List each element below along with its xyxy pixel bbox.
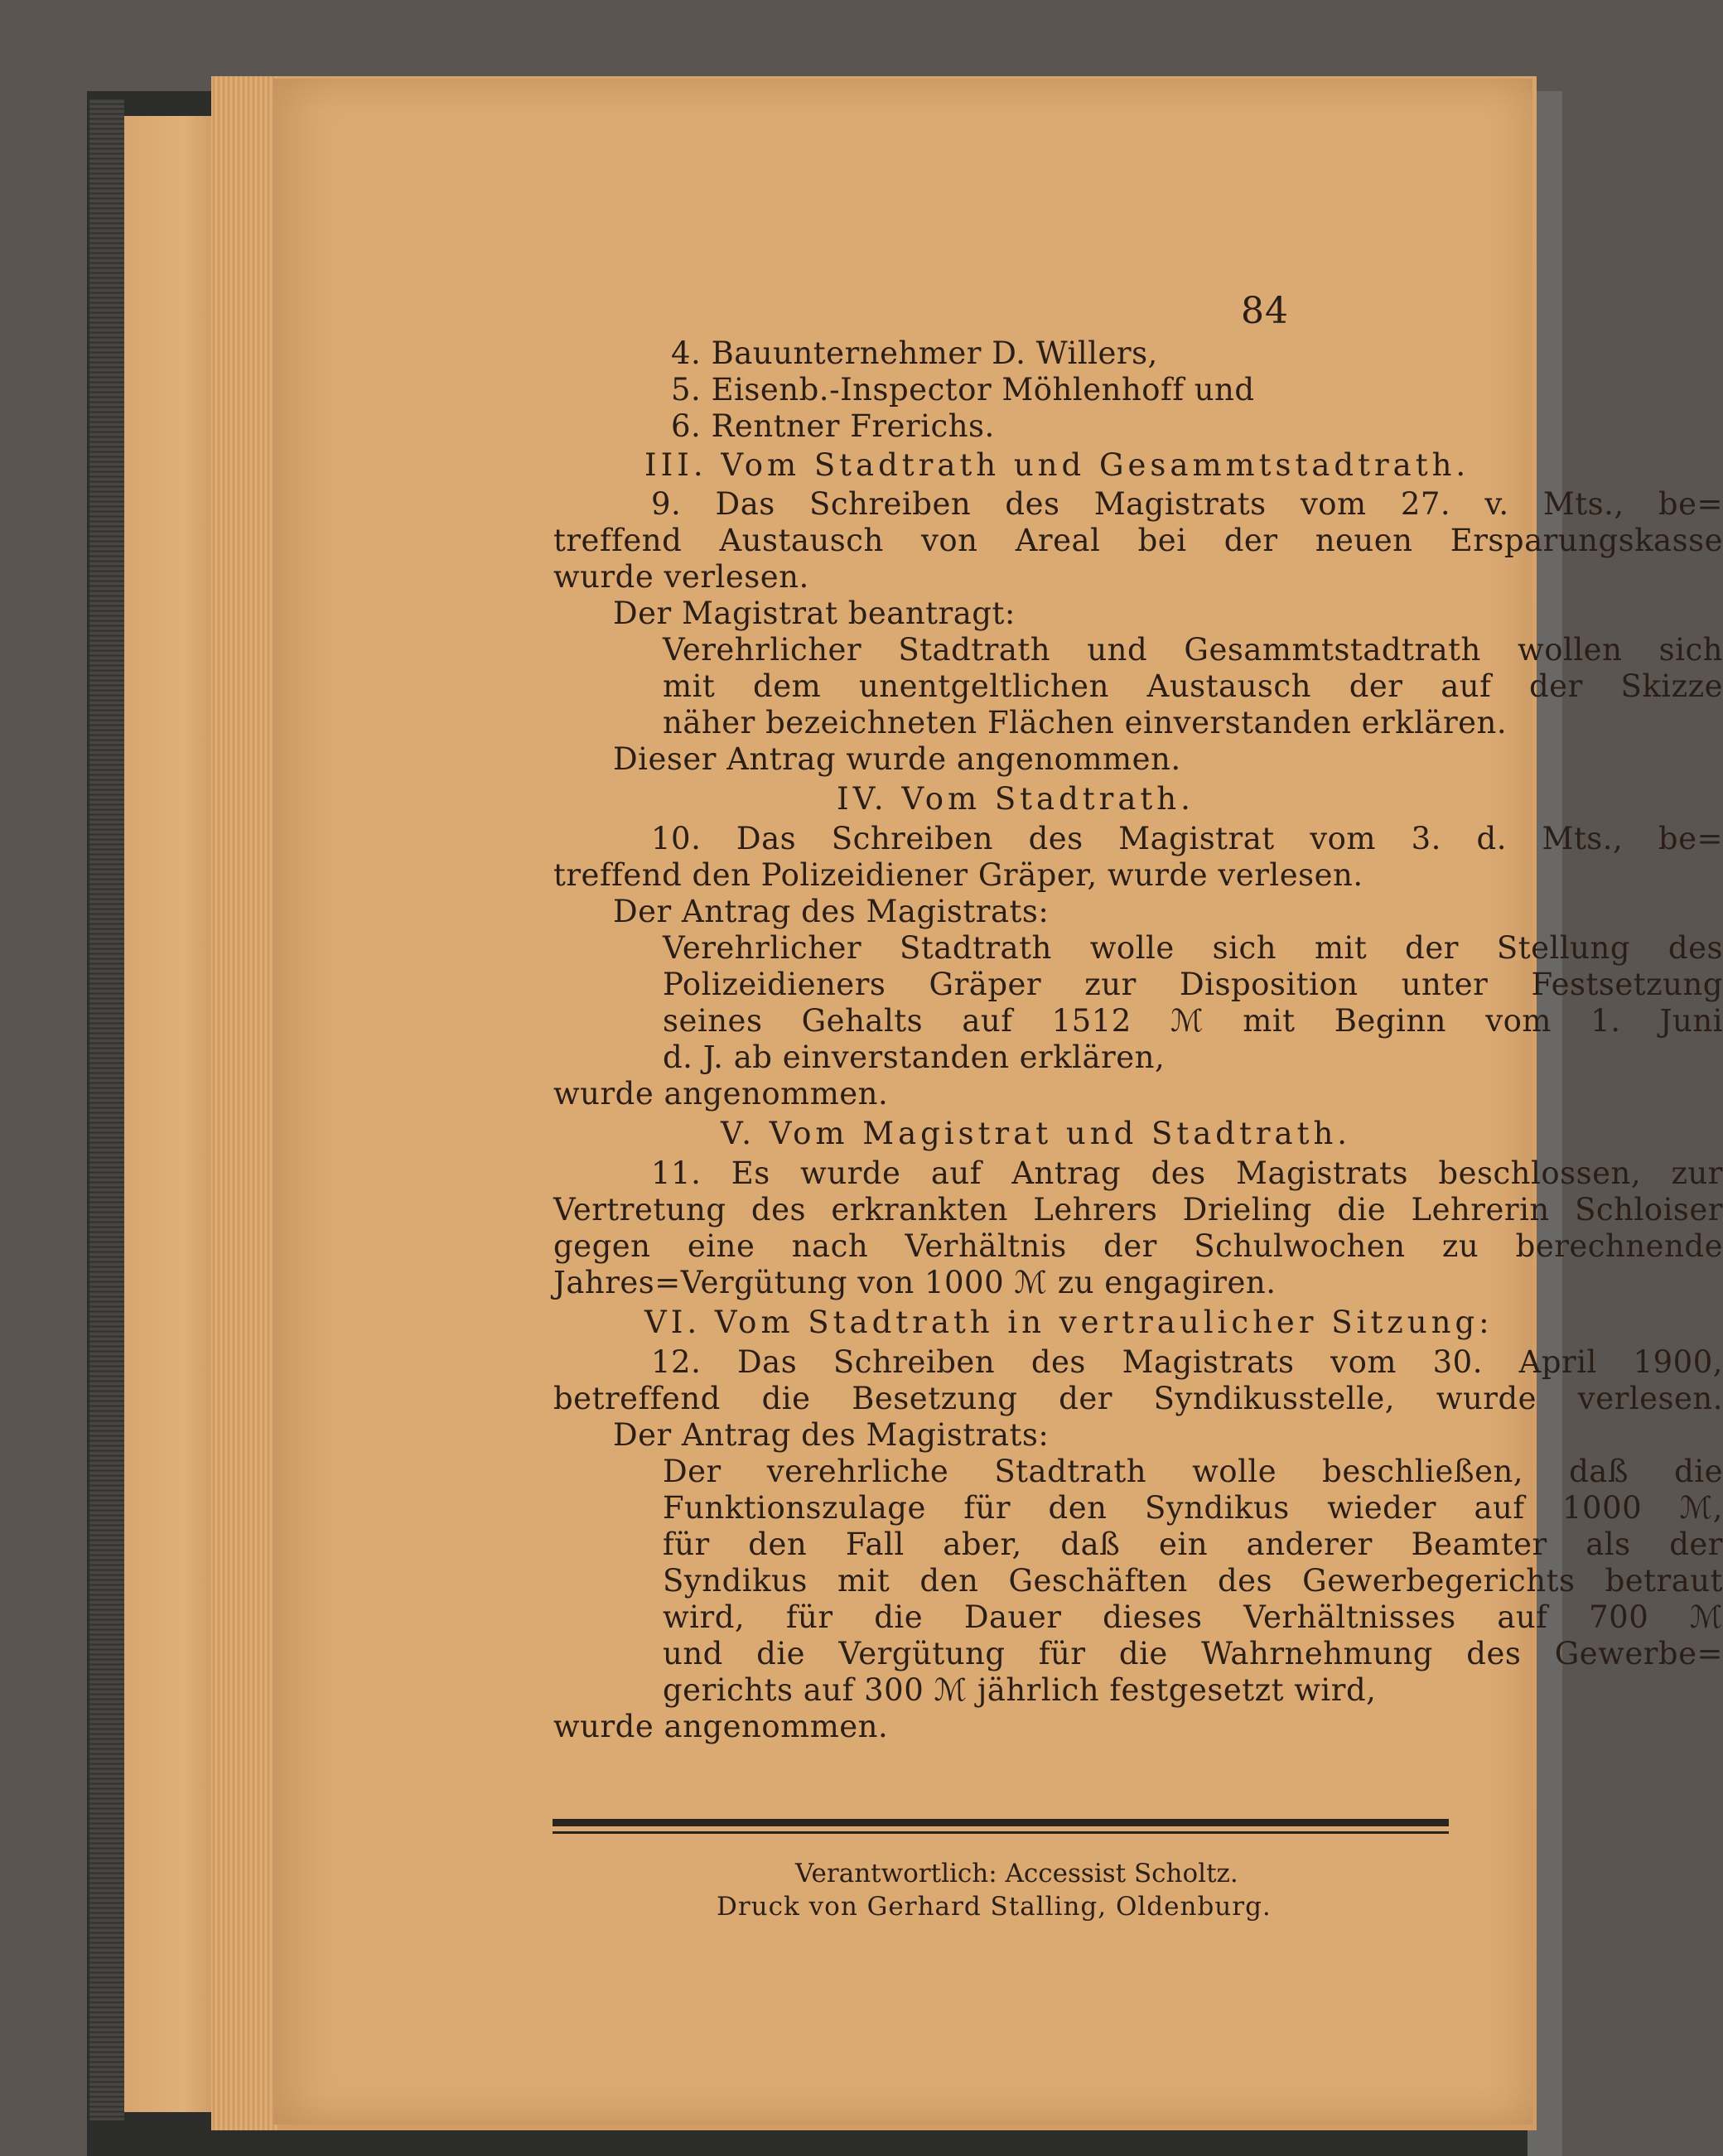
paragraph-line: Syndikus mit den Geschäften des Gewerbegerichts betraut — [663, 1563, 1723, 1599]
paragraph-line: Der verehrliche Stadtrath wolle beschließen, daß die — [663, 1454, 1723, 1489]
paragraph-line: Der Antrag des Magistrats: — [613, 894, 1050, 929]
paragraph-line: wurde verlesen. — [553, 559, 809, 595]
book-spine-edge — [89, 99, 124, 2120]
paragraph-line: Jahres=Vergütung von 1000 ℳ zu engagiren. — [553, 1265, 1277, 1300]
paragraph-line: d. J. ab einverstanden erklären, — [663, 1039, 1166, 1075]
paragraph-line: Verehrlicher Stadtrath wolle sich mit der Stellung des — [663, 930, 1723, 966]
paragraph-line: betreffend die Besetzung der Syndikusstelle, wurde verlesen. — [553, 1381, 1723, 1416]
facing-page-edge — [124, 116, 224, 2112]
paragraph-line: 9. Das Schreiben des Magistrats vom 27. v. Mts., be= — [651, 486, 1723, 522]
paragraph-line: 10. Das Schreiben des Magistrat vom 3. d. Mts., be= — [651, 821, 1723, 856]
section-heading-v: V. Vom Magistrat und Stadtrath. — [721, 1116, 1352, 1151]
paragraph-line: wurde angenommen. — [553, 1076, 889, 1112]
paragraph-line: wurde angenommen. — [553, 1709, 889, 1744]
paragraph-line: gerichts auf 300 ℳ jährlich festgesetzt wird, — [663, 1672, 1377, 1708]
paragraph-line: seines Gehalts auf 1512 ℳ mit Beginn vom 1. Juni — [663, 1003, 1723, 1039]
footer-printer: Druck von Gerhard Stalling, Oldenburg. — [717, 1892, 1272, 1922]
paragraph-line: Der Antrag des Magistrats: — [613, 1417, 1050, 1453]
section-heading-iii: III. Vom Stadtrath und Gesammtstadtrath. — [644, 447, 1470, 483]
section-heading-iv: IV. Vom Stadtrath. — [837, 781, 1195, 817]
list-item: 5. Eisenb.-Inspector Möhlenhoff und — [671, 372, 1255, 408]
section-heading-vi: VI. Vom Stadtrath in vertraulicher Sitzung: — [644, 1305, 1494, 1340]
paragraph-line: Funktionszulage für den Syndikus wieder auf 1000 ℳ, — [663, 1490, 1723, 1526]
paragraph-line: gegen eine nach Verhältnis der Schulwochen zu berechnende — [553, 1228, 1723, 1264]
paragraph-line: 11. Es wurde auf Antrag des Magistrats beschlossen, zur — [651, 1155, 1723, 1191]
page-block-edge — [211, 76, 278, 2130]
paragraph-line: treffend Austausch von Areal bei der neuen Ersparungskasse — [553, 523, 1723, 558]
paragraph-line: Verehrlicher Stadtrath und Gesammtstadtrath wollen sich — [663, 632, 1723, 668]
paragraph-line: und die Vergütung für die Wahrnehmung des Gewerbe= — [663, 1636, 1723, 1671]
footer-rule-thin — [553, 1831, 1449, 1834]
paragraph-line: Der Magistrat beantragt: — [613, 596, 1016, 631]
paragraph-line: Polizeidieners Gräper zur Disposition unter Festsetzung — [663, 967, 1723, 1002]
list-item: 6. Rentner Frerichs. — [671, 408, 995, 444]
list-item: 4. Bauunternehmer D. Willers, — [671, 335, 1158, 371]
page-number: 84 — [1241, 290, 1289, 332]
paragraph-line: für den Fall aber, daß ein anderer Beamter als der — [663, 1527, 1723, 1562]
book-page — [273, 79, 1723, 2125]
paragraph-line: treffend den Polizeidiener Gräper, wurde verlesen. — [553, 857, 1363, 893]
paragraph-line: näher bezeichneten Flächen einverstanden erklären. — [663, 705, 1508, 740]
paragraph-line: Dieser Antrag wurde angenommen. — [613, 741, 1181, 777]
paragraph-line: Vertretung des erkrankten Lehrers Drieling die Lehrerin Schloiser — [553, 1192, 1723, 1228]
footer-rule-thick — [553, 1819, 1449, 1826]
paragraph-line: mit dem unentgeltlichen Austausch der auf der Skizze — [663, 668, 1723, 704]
footer-responsible: Verantwortlich: Accessist Scholtz. — [795, 1859, 1238, 1888]
paragraph-line: 12. Das Schreiben des Magistrats vom 30. April 1900, — [651, 1344, 1723, 1380]
paragraph-line: wird, für die Dauer dieses Verhältnisses auf 700 ℳ — [663, 1599, 1723, 1635]
